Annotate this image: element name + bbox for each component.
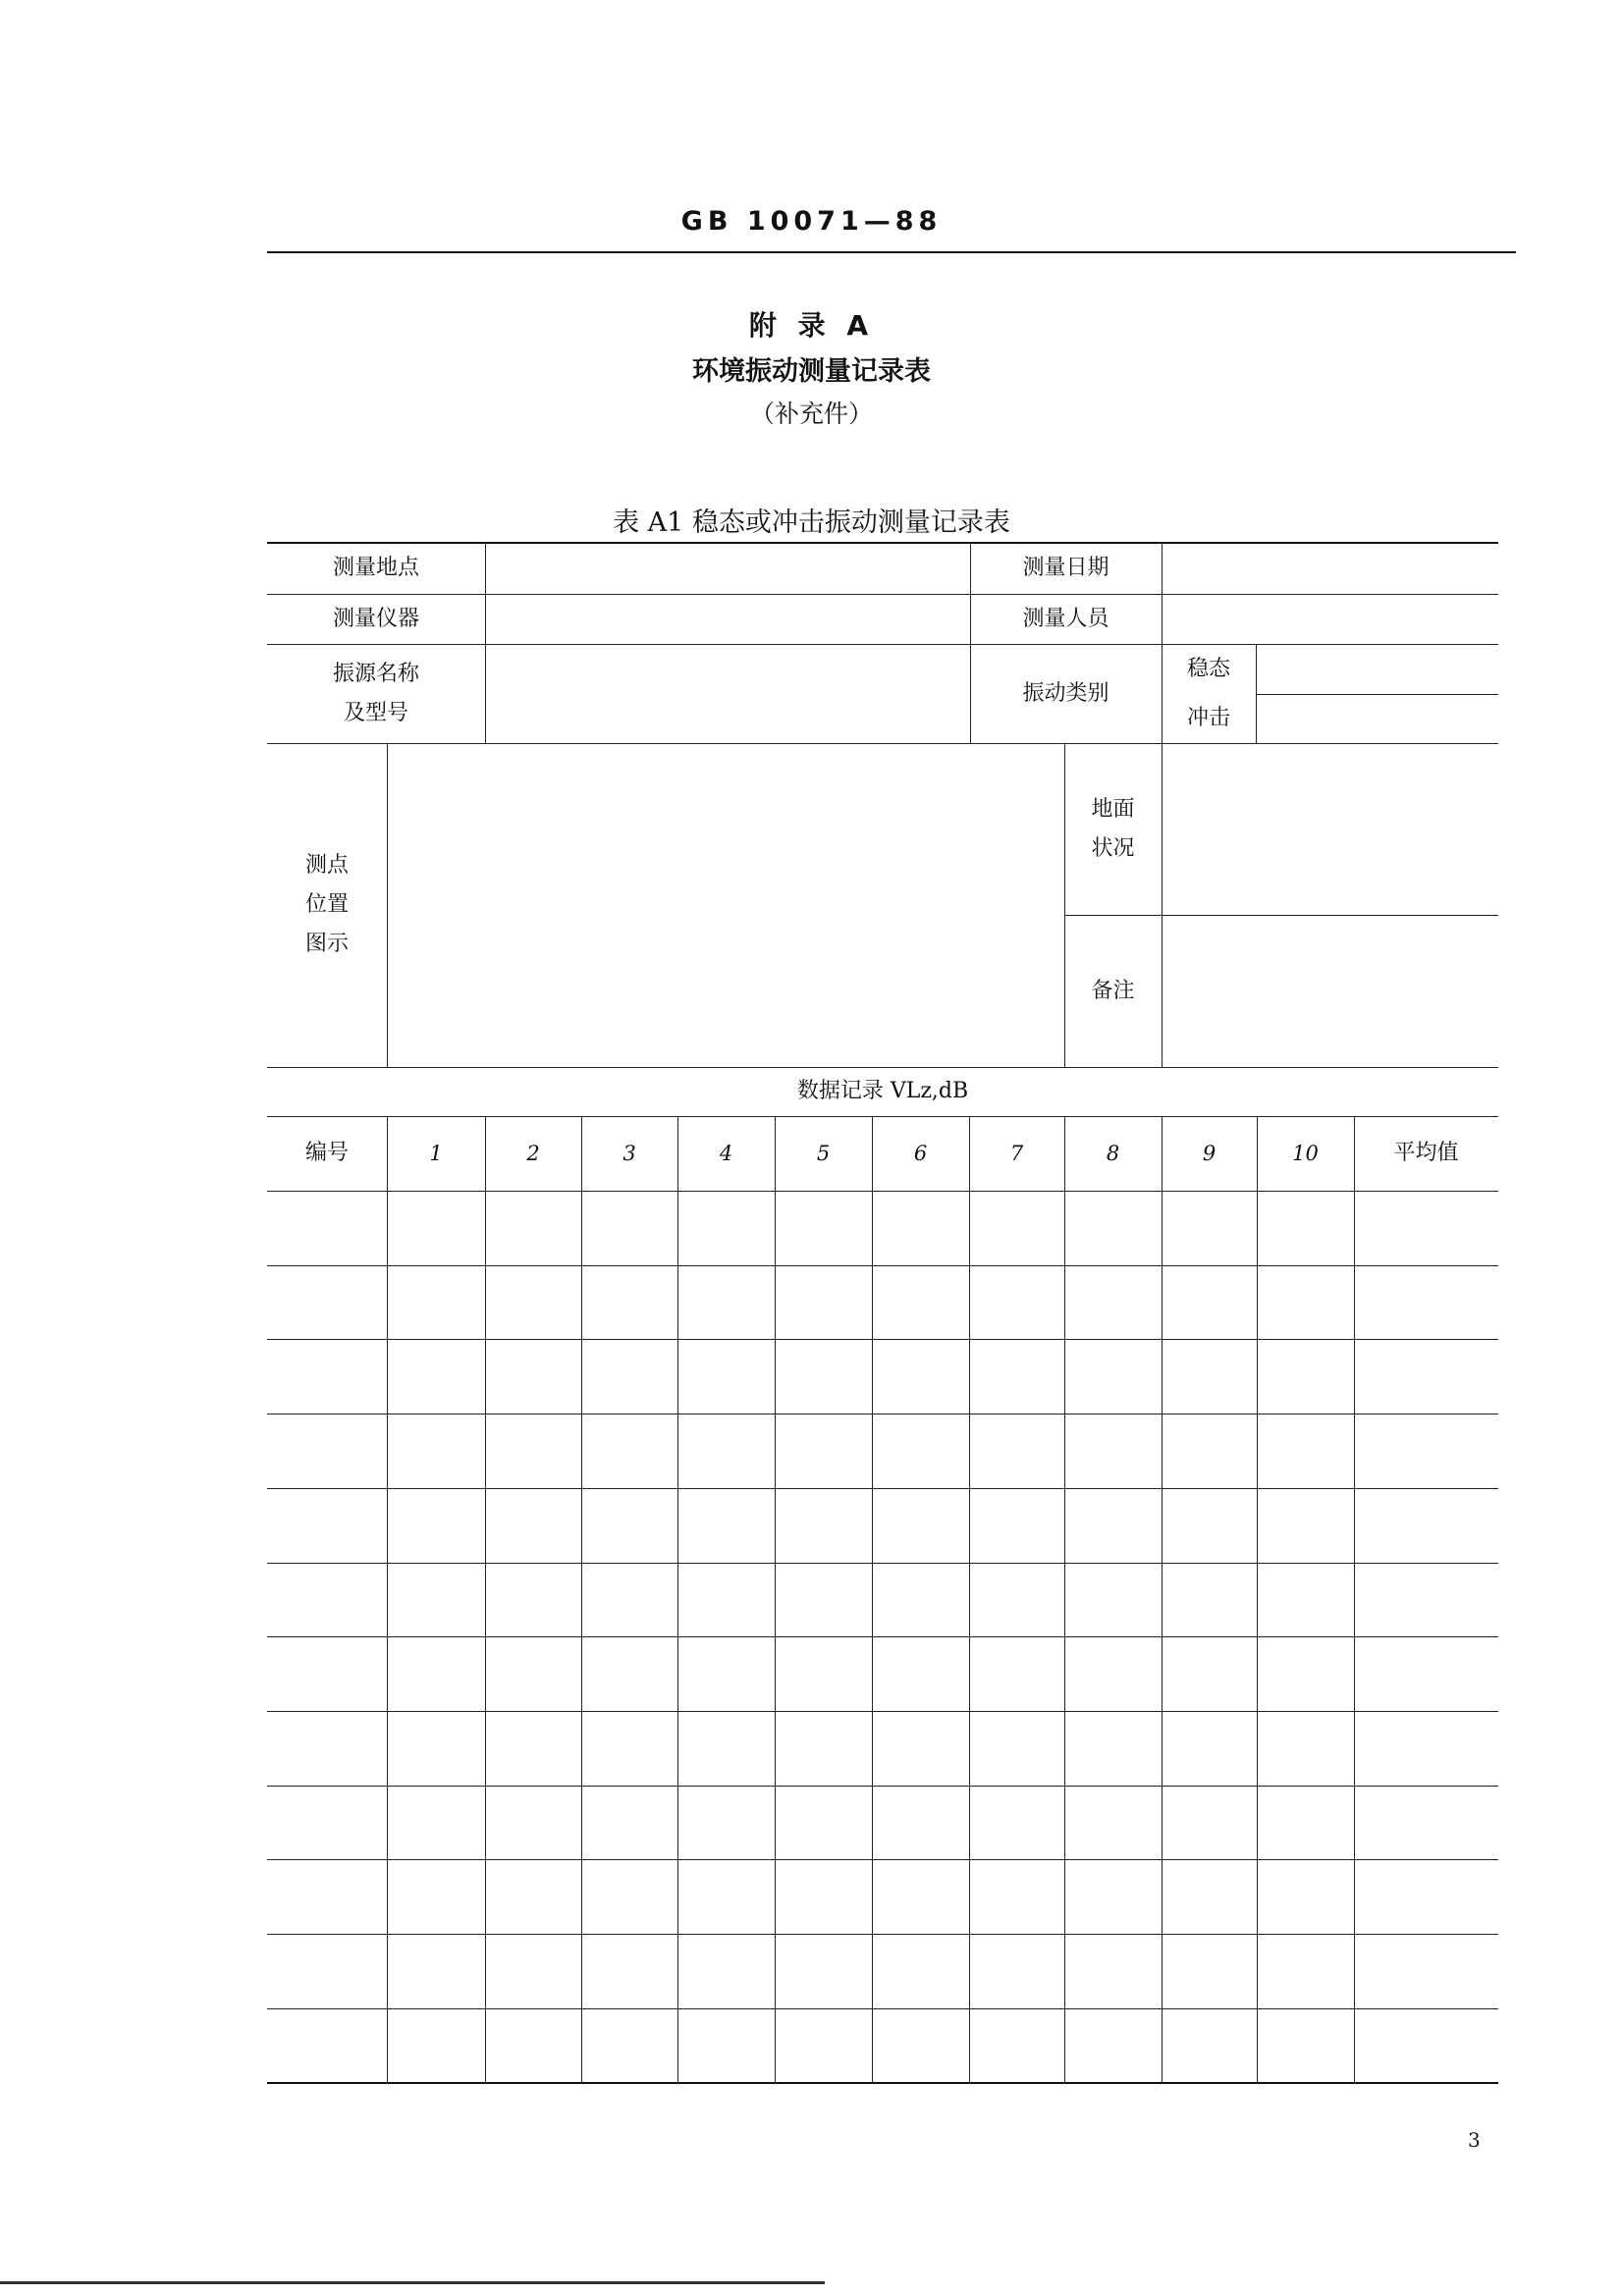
data-cell[interactable] xyxy=(775,1636,872,1711)
data-cell[interactable] xyxy=(677,2008,775,2083)
col-header-number: 10 xyxy=(1292,1142,1319,1165)
data-cell[interactable] xyxy=(677,1711,775,1786)
data-record-label: 数据记录 VLz,dB xyxy=(796,1079,969,1103)
data-cell[interactable] xyxy=(581,1859,677,1934)
data-cell[interactable] xyxy=(969,1414,1064,1488)
data-cell[interactable] xyxy=(1257,1786,1354,1860)
data-cell[interactable] xyxy=(775,1563,872,1637)
steady-label: 稳态 xyxy=(1186,656,1230,681)
data-cell[interactable] xyxy=(1162,1414,1257,1488)
data-cell[interactable] xyxy=(1257,1563,1354,1637)
data-cell[interactable] xyxy=(677,1786,775,1860)
diagram-area[interactable] xyxy=(387,743,1064,1067)
data-cell[interactable] xyxy=(387,1339,485,1414)
data-cell[interactable] xyxy=(1354,1859,1498,1934)
data-cell[interactable] xyxy=(1162,1711,1257,1786)
col-header-id: 编号 xyxy=(304,1141,349,1165)
data-cell[interactable] xyxy=(677,1859,775,1934)
col-header-number: 6 xyxy=(913,1142,928,1165)
data-cell[interactable] xyxy=(775,2008,872,2083)
col-header-number: 9 xyxy=(1202,1142,1217,1165)
data-cell[interactable] xyxy=(1064,1786,1162,1860)
data-cell[interactable] xyxy=(267,1488,387,1563)
data-cell[interactable] xyxy=(267,1339,387,1414)
data-cell[interactable] xyxy=(581,1563,677,1637)
data-cell[interactable] xyxy=(581,2008,677,2083)
col-header-number: 3 xyxy=(622,1142,636,1165)
data-cell[interactable] xyxy=(485,1786,581,1860)
data-cell[interactable] xyxy=(387,1711,485,1786)
data-cell[interactable] xyxy=(267,1636,387,1711)
appendix-title: 附 录 A xyxy=(748,309,875,342)
data-cell[interactable] xyxy=(969,1339,1064,1414)
data-cell[interactable] xyxy=(969,1786,1064,1860)
data-cell[interactable] xyxy=(1162,1339,1257,1414)
data-cell[interactable] xyxy=(1257,1339,1354,1414)
data-cell[interactable] xyxy=(969,1488,1064,1563)
data-cell[interactable] xyxy=(485,1339,581,1414)
date-label: 测量日期 xyxy=(1022,555,1109,580)
data-cell[interactable] xyxy=(872,1711,969,1786)
data-cell[interactable] xyxy=(387,1859,485,1934)
data-cell[interactable] xyxy=(1354,1563,1498,1637)
data-cell[interactable] xyxy=(387,1786,485,1860)
data-cell[interactable] xyxy=(1064,1563,1162,1637)
data-cell[interactable] xyxy=(1162,1859,1257,1934)
data-cell[interactable] xyxy=(775,1934,872,2008)
col-header-number: 2 xyxy=(526,1142,540,1165)
data-cell[interactable] xyxy=(387,1265,485,1340)
data-cell[interactable] xyxy=(775,1488,872,1563)
data-cell[interactable] xyxy=(581,1636,677,1711)
data-cell[interactable] xyxy=(872,2008,969,2083)
data-cell[interactable] xyxy=(1257,1414,1354,1488)
data-cell[interactable] xyxy=(387,1636,485,1711)
data-cell[interactable] xyxy=(1162,1786,1257,1860)
scan-edge-rule xyxy=(0,2281,825,2284)
data-cell[interactable] xyxy=(1354,1265,1498,1340)
data-cell[interactable] xyxy=(267,1191,387,1265)
data-cell[interactable] xyxy=(1257,1191,1354,1265)
standard-code: GB 10071—88 xyxy=(680,206,943,237)
data-cell[interactable] xyxy=(775,1711,872,1786)
data-cell[interactable] xyxy=(387,2008,485,2083)
data-cell[interactable] xyxy=(387,1563,485,1637)
col-header-number: 4 xyxy=(719,1142,733,1165)
data-cell[interactable] xyxy=(581,1191,677,1265)
data-cell[interactable] xyxy=(1064,1339,1162,1414)
location-label: 测量地点 xyxy=(332,555,419,580)
data-cell[interactable] xyxy=(969,1636,1064,1711)
data-cell[interactable] xyxy=(969,1191,1064,1265)
data-cell[interactable] xyxy=(485,1563,581,1637)
data-cell[interactable] xyxy=(1064,1711,1162,1786)
impact-value[interactable] xyxy=(1256,694,1498,743)
data-cell[interactable] xyxy=(1064,1934,1162,2008)
data-cell[interactable] xyxy=(872,1636,969,1711)
data-cell[interactable] xyxy=(677,1191,775,1265)
ground-label-line: 地面 xyxy=(1091,796,1135,822)
ground-label-line: 状况 xyxy=(1091,835,1135,861)
data-cell[interactable] xyxy=(872,1934,969,2008)
data-cell[interactable] xyxy=(872,1265,969,1340)
data-cell[interactable] xyxy=(775,1265,872,1340)
data-cell[interactable] xyxy=(1257,1859,1354,1934)
data-cell[interactable] xyxy=(1064,1191,1162,1265)
data-cell[interactable] xyxy=(267,1934,387,2008)
data-cell[interactable] xyxy=(969,1711,1064,1786)
data-cell[interactable] xyxy=(581,1934,677,2008)
data-cell[interactable] xyxy=(267,1563,387,1637)
data-cell[interactable] xyxy=(872,1339,969,1414)
data-cell[interactable] xyxy=(267,1859,387,1934)
table-bottom-rule xyxy=(267,2082,1498,2084)
data-cell[interactable] xyxy=(1064,1488,1162,1563)
data-cell[interactable] xyxy=(581,1711,677,1786)
steady-value[interactable] xyxy=(1256,644,1498,694)
col-header-number: 7 xyxy=(1009,1142,1024,1165)
data-cell[interactable] xyxy=(1162,1636,1257,1711)
data-cell[interactable] xyxy=(1162,2008,1257,2083)
col-header-number: 8 xyxy=(1106,1142,1120,1165)
data-cell[interactable] xyxy=(969,1265,1064,1340)
col-header-average: 平均值 xyxy=(1393,1141,1459,1165)
appendix-subtitle: 环境振动测量记录表 xyxy=(692,356,931,387)
data-cell[interactable] xyxy=(677,1414,775,1488)
appendix-note: （补充件） xyxy=(749,400,873,428)
col-header-number: 1 xyxy=(429,1142,443,1165)
data-cell[interactable] xyxy=(387,1488,485,1563)
ground-value[interactable] xyxy=(1162,743,1498,915)
data-cell[interactable] xyxy=(1064,1636,1162,1711)
record-table xyxy=(267,542,1498,2081)
data-cell[interactable] xyxy=(387,1934,485,2008)
data-cell[interactable] xyxy=(1064,1414,1162,1488)
data-cell[interactable] xyxy=(581,1414,677,1488)
data-cell[interactable] xyxy=(969,1859,1064,1934)
data-cell[interactable] xyxy=(485,1859,581,1934)
data-cell[interactable] xyxy=(1162,1488,1257,1563)
data-cell[interactable] xyxy=(267,1711,387,1786)
data-cell[interactable] xyxy=(872,1191,969,1265)
data-cell[interactable] xyxy=(1162,1934,1257,2008)
data-cell[interactable] xyxy=(1064,1265,1162,1340)
data-cell[interactable] xyxy=(485,1414,581,1488)
data-cell[interactable] xyxy=(485,1265,581,1340)
data-cell[interactable] xyxy=(485,1711,581,1786)
data-cell[interactable] xyxy=(1257,1711,1354,1786)
data-cell[interactable] xyxy=(1354,1786,1498,1860)
vibration-type-label: 振动类别 xyxy=(1022,680,1109,706)
data-cell[interactable] xyxy=(1162,1265,1257,1340)
data-cell[interactable] xyxy=(1354,1711,1498,1786)
impact-label: 冲击 xyxy=(1186,706,1230,730)
data-cell[interactable] xyxy=(775,1414,872,1488)
data-cell[interactable] xyxy=(581,1786,677,1860)
data-cell[interactable] xyxy=(775,1191,872,1265)
data-cell[interactable] xyxy=(581,1339,677,1414)
data-cell[interactable] xyxy=(1354,1488,1498,1563)
data-cell[interactable] xyxy=(1354,2008,1498,2083)
data-cell[interactable] xyxy=(1354,1636,1498,1711)
data-cell[interactable] xyxy=(969,2008,1064,2083)
data-cell[interactable] xyxy=(1257,1934,1354,2008)
data-cell[interactable] xyxy=(1162,1563,1257,1637)
data-cell[interactable] xyxy=(969,1563,1064,1637)
source-label-line2: 及型号 xyxy=(343,700,408,725)
data-cell[interactable] xyxy=(677,1563,775,1637)
data-cell[interactable] xyxy=(1257,1488,1354,1563)
data-cell[interactable] xyxy=(1354,1934,1498,2008)
data-cell[interactable] xyxy=(485,1488,581,1563)
diagram-label-line: 位置 xyxy=(304,892,349,917)
data-cell[interactable] xyxy=(581,1265,677,1340)
data-cell[interactable] xyxy=(872,1488,969,1563)
instrument-label: 测量仪器 xyxy=(332,606,419,631)
source-label-line1: 振源名称 xyxy=(332,661,419,686)
data-cell[interactable] xyxy=(387,1191,485,1265)
data-cell[interactable] xyxy=(872,1786,969,1860)
personnel-label: 测量人员 xyxy=(1022,606,1109,631)
data-cell[interactable] xyxy=(775,1859,872,1934)
data-cell[interactable] xyxy=(677,1636,775,1711)
instrument-value[interactable] xyxy=(485,594,970,644)
data-cell[interactable] xyxy=(1354,1414,1498,1488)
data-cell[interactable] xyxy=(969,1934,1064,2008)
data-cell[interactable] xyxy=(677,1488,775,1563)
page-number: 3 xyxy=(1468,2128,1481,2152)
data-cell[interactable] xyxy=(485,1934,581,2008)
data-cell[interactable] xyxy=(387,1414,485,1488)
source-label xyxy=(267,644,485,743)
data-cell[interactable] xyxy=(677,1934,775,2008)
data-cell[interactable] xyxy=(872,1859,969,1934)
data-cell[interactable] xyxy=(1162,1191,1257,1265)
col-header-number: 5 xyxy=(816,1142,831,1165)
data-cell[interactable] xyxy=(872,1563,969,1637)
data-cell[interactable] xyxy=(775,1786,872,1860)
data-cell[interactable] xyxy=(267,1786,387,1860)
data-cell[interactable] xyxy=(485,2008,581,2083)
data-cell[interactable] xyxy=(267,1265,387,1340)
data-cell[interactable] xyxy=(485,1191,581,1265)
data-cell[interactable] xyxy=(1354,1339,1498,1414)
personnel-value[interactable] xyxy=(1162,594,1498,644)
data-cell[interactable] xyxy=(1257,2008,1354,2083)
data-cell[interactable] xyxy=(581,1488,677,1563)
header-rule xyxy=(267,251,1516,253)
data-cell[interactable] xyxy=(1064,1859,1162,1934)
data-cell[interactable] xyxy=(267,1414,387,1488)
data-cell[interactable] xyxy=(1354,1191,1498,1265)
data-cell[interactable] xyxy=(677,1339,775,1414)
data-cell[interactable] xyxy=(267,2008,387,2083)
source-value[interactable] xyxy=(485,644,970,743)
date-value[interactable] xyxy=(1162,542,1498,594)
diagram-label-line: 图示 xyxy=(304,932,349,956)
table-caption: 表 A1 稳态或冲击振动测量记录表 xyxy=(613,507,1010,538)
data-cell[interactable] xyxy=(677,1265,775,1340)
remarks-label: 备注 xyxy=(1091,978,1135,1003)
data-cell[interactable] xyxy=(1064,2008,1162,2083)
remarks-value[interactable] xyxy=(1162,915,1498,1067)
data-cell[interactable] xyxy=(775,1339,872,1414)
location-value[interactable] xyxy=(485,542,970,594)
data-cell[interactable] xyxy=(872,1414,969,1488)
diagram-label xyxy=(267,743,387,1067)
data-cell[interactable] xyxy=(485,1636,581,1711)
ground-label xyxy=(1064,743,1162,915)
data-cell[interactable] xyxy=(1257,1636,1354,1711)
diagram-label-line: 测点 xyxy=(304,853,349,878)
data-cell[interactable] xyxy=(1257,1265,1354,1340)
